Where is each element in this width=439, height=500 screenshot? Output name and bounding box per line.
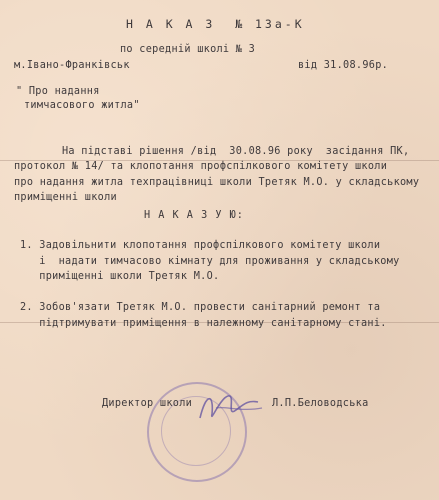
date-line: від 31.08.96р. bbox=[298, 60, 389, 71]
order-word: Н А К А З У Ю: bbox=[144, 210, 244, 221]
signature-role: Директор школи bbox=[102, 398, 193, 409]
order-title: Н А К А З № 13а-К bbox=[126, 17, 305, 31]
city-line: м.Івано-Франківськ bbox=[14, 60, 130, 71]
item-2-line-1: 2. Зобов'язати Третяк М.О. провести санітарний ремонт та bbox=[20, 302, 381, 313]
item-1-line-1: 1. Задовільнити клопотання профспілкового комітету школи bbox=[20, 240, 381, 251]
body-line-2: протокол № 14/ та клопотання профспілкового комітету школи bbox=[14, 161, 388, 172]
school-line: по середній школі № 3 bbox=[120, 44, 256, 55]
body-line-4: приміщенні школи bbox=[14, 192, 117, 203]
subject-line-1: " Про надання bbox=[16, 86, 100, 97]
handwritten-signature bbox=[196, 388, 266, 428]
item-1-line-2: і надати тимчасово кімнату для проживання у складському bbox=[20, 256, 400, 267]
signature-name: Л.П.Беловодська bbox=[272, 398, 369, 409]
body-line-3: про надання житла техпрацівниці школи Третяк М.О. у складському bbox=[14, 177, 420, 188]
body-line-1: На підставі рішення /від 30.08.96 року засідання ПК, bbox=[62, 146, 410, 157]
item-1-line-3: приміщенні школи Третяк М.О. bbox=[20, 271, 220, 282]
subject-line-2: тимчасового житла" bbox=[24, 100, 140, 111]
item-2-line-2: підтримувати приміщення в належному санітарному стані. bbox=[20, 318, 387, 329]
